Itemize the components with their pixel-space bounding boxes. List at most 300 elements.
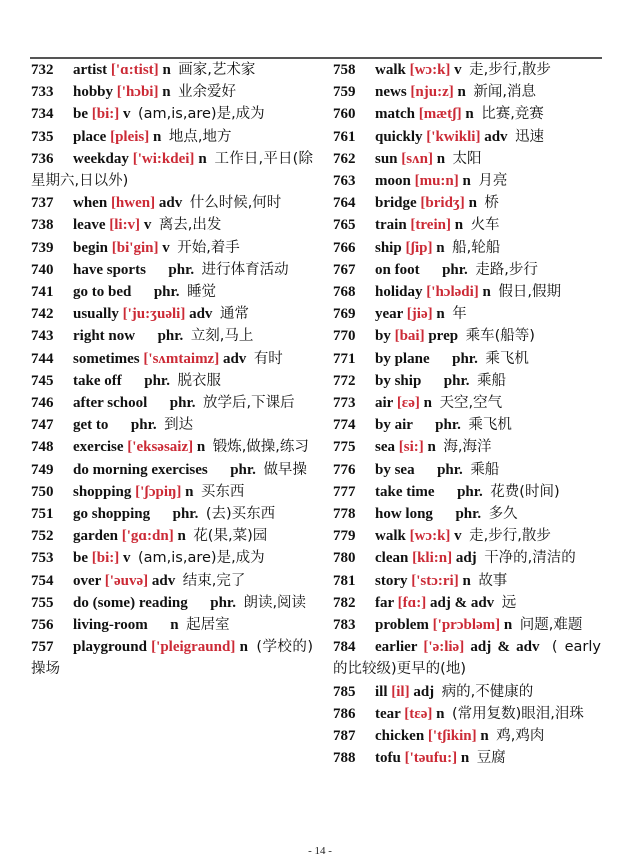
vocab-entry <box>333 481 601 503</box>
vocab-entry <box>333 503 601 525</box>
vocab-entry <box>31 81 313 103</box>
entry-phonetic: [wɔ:k] <box>409 528 451 545</box>
vocab-entry <box>333 459 601 481</box>
entry-phonetic: [bridʒ] <box>420 195 465 212</box>
entry-part-of-speech: adv <box>222 350 247 367</box>
entry-number: 765 <box>333 217 356 234</box>
entry-number: 762 <box>333 150 356 167</box>
vocab-entry <box>333 214 601 236</box>
entry-meaning: 脱衣服 <box>177 372 221 389</box>
entry-phonetic: [bi:] <box>91 550 120 567</box>
vocab-entry <box>333 348 601 370</box>
page-number: - 14 - <box>308 845 332 857</box>
entry-word: do morning exercises <box>73 461 208 478</box>
entry-meaning: 病的,不健康的 <box>441 683 534 700</box>
entry-number: 749 <box>31 461 54 478</box>
vocab-entry <box>333 392 601 414</box>
vocab-entry <box>333 436 601 458</box>
entry-number: 781 <box>333 572 356 589</box>
entry-word: living-room <box>73 617 148 634</box>
entry-phonetic: ['hɔbi] <box>116 84 159 101</box>
entry-meaning: 开始,着手 <box>177 239 240 256</box>
entry-meaning: 天空,空气 <box>439 395 503 412</box>
vocab-entry <box>333 570 601 592</box>
entry-part-of-speech: n <box>460 750 470 767</box>
vocab-entry <box>31 436 313 458</box>
entry-meaning: 走,步行,散步 <box>469 528 551 545</box>
entry-meaning: 放学后,下课后 <box>203 395 295 412</box>
entry-meaning: (学校的)操场 <box>31 639 314 678</box>
entry-part-of-speech: n <box>436 705 445 722</box>
entry-meaning: 有时 <box>253 350 283 367</box>
entry-phonetic: [si:] <box>398 439 424 456</box>
entry-part-of-speech: n <box>239 639 248 656</box>
entry-meaning: 乘飞机 <box>485 350 529 367</box>
entry-part-of-speech: phr. <box>437 461 463 478</box>
entry-meaning: 船,轮船 <box>452 239 501 256</box>
vocab-entry <box>31 459 313 481</box>
entry-word: by <box>375 328 391 345</box>
entry-word: playground <box>73 639 147 656</box>
vocab-entry <box>31 303 313 325</box>
entry-word: quickly <box>375 128 423 145</box>
entry-meaning: 乘车(船等) <box>465 328 535 345</box>
entry-meaning: 进行体育活动 <box>201 261 289 278</box>
entry-number: 759 <box>333 84 356 101</box>
entry-number: 754 <box>31 572 54 589</box>
entry-meaning: (am,is,are)是,成为 <box>138 550 265 567</box>
entry-part-of-speech: n <box>436 306 445 323</box>
entry-phonetic: [il] <box>391 683 410 700</box>
vocab-entry <box>333 59 601 81</box>
entry-part-of-speech: n <box>162 84 171 101</box>
entry-meaning: 豆腐 <box>476 750 506 767</box>
entry-word: weekday <box>73 150 129 167</box>
entry-word: be <box>73 106 88 123</box>
vocab-entry <box>333 259 601 281</box>
vocab-entry <box>333 370 601 392</box>
entry-word: by plane <box>375 350 430 367</box>
entry-phonetic: ['tʃikin] <box>427 728 477 745</box>
entry-part-of-speech: n <box>423 395 432 412</box>
vocab-entry <box>333 725 601 747</box>
entry-number: 748 <box>31 439 54 456</box>
entry-part-of-speech: adj <box>455 550 477 567</box>
vocab-entry <box>31 614 313 636</box>
entry-word: when <box>73 195 108 212</box>
entry-phonetic: [ʃip] <box>405 239 433 256</box>
entry-phonetic: ['ə:liə] <box>423 639 465 656</box>
entry-part-of-speech: phr. <box>457 483 483 500</box>
entry-phonetic: [nju:z] <box>410 84 454 101</box>
entry-meaning: 花费(时间) <box>490 483 560 500</box>
entry-phonetic: [bi:] <box>91 106 120 123</box>
vocab-entry <box>31 525 313 547</box>
entry-part-of-speech: n <box>462 173 471 190</box>
entry-phonetic: ['əuvə] <box>104 572 149 589</box>
entry-number: 779 <box>333 528 356 545</box>
entry-word: right now <box>73 328 136 345</box>
entry-word: walk <box>375 528 406 545</box>
entry-part-of-speech: v <box>123 106 131 123</box>
entry-part-of-speech: n <box>465 106 474 123</box>
entry-meaning: 花(果,菜)园 <box>193 528 268 545</box>
entry-part-of-speech: n <box>153 128 162 145</box>
entry-meaning: 什么时候,何时 <box>189 195 282 212</box>
entry-number: 768 <box>333 284 356 301</box>
entry-part-of-speech: phr. <box>455 506 482 523</box>
entry-meaning: 干净的,清洁的 <box>484 550 576 567</box>
entry-part-of-speech: phr. <box>435 417 461 434</box>
entry-word: air <box>375 395 394 412</box>
entry-phonetic: [kli:n] <box>412 550 453 567</box>
entry-word: tear <box>375 705 401 722</box>
entry-word: how long <box>375 506 433 523</box>
entry-meaning: (去)买东西 <box>205 506 276 523</box>
entry-word: go shopping <box>73 506 151 523</box>
entry-word: chicken <box>375 728 425 745</box>
entry-meaning: ( early 的比较级)更早的(地) <box>333 639 601 678</box>
entry-meaning: 乘船 <box>477 372 507 389</box>
entry-phonetic: ['pleigraund] <box>151 639 236 656</box>
entry-word: earlier <box>375 639 418 656</box>
entry-word: walk <box>375 62 406 78</box>
entry-phonetic: ['sʌmtaimz] <box>143 350 220 367</box>
entry-word: ill <box>375 683 388 700</box>
entry-part-of-speech: n <box>436 150 446 167</box>
entry-number: 740 <box>31 261 54 278</box>
entry-word: leave <box>73 217 106 234</box>
entry-part-of-speech: phr. <box>157 328 184 345</box>
entry-number: 758 <box>333 62 356 78</box>
entry-number: 752 <box>31 528 54 545</box>
entry-word: be <box>73 550 88 567</box>
entry-part-of-speech: n <box>196 439 206 456</box>
entry-number: 736 <box>31 150 54 167</box>
entry-part-of-speech: phr. <box>130 417 157 434</box>
vocab-entry <box>31 59 313 81</box>
entry-part-of-speech: adv <box>189 306 213 323</box>
entry-meaning: 月亮 <box>478 173 508 190</box>
entry-number: 782 <box>333 594 356 611</box>
vocab-entry <box>333 303 601 325</box>
entry-part-of-speech: phr. <box>172 506 199 523</box>
entry-phonetic: [fɑ:] <box>397 594 427 611</box>
entry-number: 750 <box>31 483 54 500</box>
entry-number: 766 <box>333 239 356 256</box>
entry-meaning: 假日,假期 <box>498 284 561 301</box>
vocab-entry <box>333 547 601 569</box>
vocab-entry <box>333 126 601 148</box>
entry-meaning: 做早操 <box>263 461 307 478</box>
entry-part-of-speech: n <box>457 84 466 101</box>
entry-phonetic: [tεə] <box>404 705 433 722</box>
entry-part-of-speech: phr. <box>168 261 195 278</box>
entry-number: 751 <box>31 506 54 523</box>
entry-word: take time <box>375 483 435 500</box>
entry-word: bridge <box>375 195 417 212</box>
entry-part-of-speech: n <box>482 284 491 301</box>
entry-meaning: (常用复数)眼泪,泪珠 <box>451 705 584 722</box>
entry-phonetic: [hwen] <box>110 195 156 212</box>
entry-word: by ship <box>375 372 422 389</box>
entry-phonetic: [sʌn] <box>401 150 433 167</box>
entry-phonetic: ['ʃɔpiŋ] <box>135 483 182 500</box>
entry-word: on foot <box>375 261 420 278</box>
entry-word: take off <box>73 372 122 389</box>
entry-number: 786 <box>333 705 356 722</box>
entry-part-of-speech: v <box>162 239 170 256</box>
entry-word: usually <box>73 306 119 323</box>
vocab-entry <box>31 503 313 525</box>
vocab-entry <box>31 414 313 436</box>
entry-part-of-speech: phr. <box>169 395 196 412</box>
entry-phonetic: ['eksəsaiz] <box>127 439 194 456</box>
entry-meaning: 火车 <box>470 217 500 234</box>
vocab-entry <box>333 192 601 214</box>
entry-word: exercise <box>73 439 124 456</box>
entry-meaning: 到达 <box>164 417 194 434</box>
entry-meaning: 离去,出发 <box>158 217 222 234</box>
entry-meaning: 通常 <box>219 306 249 323</box>
entry-phonetic: ['hɔlədi] <box>426 284 479 301</box>
entry-part-of-speech: adj & adv <box>470 639 540 656</box>
entry-word: sometimes <box>73 350 140 367</box>
vocab-entry <box>333 237 601 259</box>
vocab-entry <box>31 126 313 148</box>
vocab-entry <box>31 547 313 569</box>
entry-number: 738 <box>31 217 54 234</box>
entry-number: 732 <box>31 62 54 78</box>
entry-number: 739 <box>31 239 54 256</box>
entry-part-of-speech: n <box>436 239 445 256</box>
entry-part-of-speech: adv <box>158 195 183 212</box>
entry-phonetic: ['ɑ:tist] <box>110 62 159 78</box>
entry-word: over <box>73 572 102 589</box>
vocab-entry <box>333 614 601 636</box>
entry-meaning: 鸡,鸡肉 <box>496 728 545 745</box>
entry-word: sea <box>375 439 395 456</box>
entry-number: 769 <box>333 306 356 323</box>
entry-meaning: 工作日,平日(除星期六,日以外) <box>31 150 314 190</box>
entry-part-of-speech: n <box>185 483 194 500</box>
entry-number: 756 <box>31 617 54 634</box>
entry-number: 780 <box>333 550 356 567</box>
entry-word: ship <box>375 239 402 256</box>
entry-part-of-speech: adv <box>151 572 176 589</box>
entry-number: 774 <box>333 417 356 434</box>
vocab-entry <box>333 325 601 347</box>
entry-number: 763 <box>333 173 356 190</box>
entry-word: by air <box>375 417 413 434</box>
vocab-entry <box>31 325 313 347</box>
entry-part-of-speech: n <box>162 62 171 78</box>
vocab-entry <box>31 259 313 281</box>
entry-word: train <box>375 217 407 234</box>
vocab-entry <box>333 281 601 303</box>
entry-word: garden <box>73 528 118 545</box>
entry-number: 744 <box>31 350 54 367</box>
entry-number: 734 <box>31 106 54 123</box>
entry-phonetic: ['kwikli] <box>426 128 481 145</box>
entry-number: 760 <box>333 106 356 123</box>
entry-word: holiday <box>375 284 423 301</box>
entry-part-of-speech: v <box>454 528 462 545</box>
entry-number: 785 <box>333 683 356 700</box>
entry-number: 746 <box>31 395 54 412</box>
entry-number: 776 <box>333 461 356 478</box>
entry-meaning: 海,海洋 <box>443 439 492 456</box>
entry-phonetic: ['ju:ʒuəli] <box>122 306 186 323</box>
entry-meaning: 结束,完了 <box>182 572 246 589</box>
entry-number: 784 <box>333 639 356 656</box>
vocab-entry <box>333 681 601 703</box>
entry-part-of-speech: adj <box>413 683 435 700</box>
entry-number: 735 <box>31 128 54 145</box>
vocab-column-left <box>31 59 313 681</box>
entry-part-of-speech: adv <box>484 128 508 145</box>
entry-part-of-speech: n <box>198 150 207 167</box>
entry-part-of-speech: phr. <box>144 372 170 389</box>
entry-meaning: 迅速 <box>515 128 545 145</box>
entry-phonetic: [mætʃ] <box>418 106 462 123</box>
entry-meaning: 远 <box>501 594 517 611</box>
entry-meaning: 起居室 <box>186 617 230 634</box>
entry-number: 771 <box>333 350 356 367</box>
entry-word: tofu <box>375 750 401 767</box>
entry-part-of-speech: v <box>143 217 152 234</box>
vocab-entry <box>333 170 601 192</box>
entry-part-of-speech: n <box>454 217 464 234</box>
entry-part-of-speech: adj & adv <box>430 594 495 611</box>
entry-number: 767 <box>333 261 356 278</box>
vocab-entry <box>31 570 313 592</box>
entry-word: moon <box>375 173 411 190</box>
entry-number: 745 <box>31 372 54 389</box>
entry-number: 764 <box>333 195 356 212</box>
entry-part-of-speech: prep <box>428 328 459 345</box>
entry-phonetic: ['gɑ:dn] <box>121 528 174 545</box>
entry-meaning: 走,步行,散步 <box>469 62 551 78</box>
entry-word: hobby <box>73 84 114 101</box>
vocab-entry <box>31 636 313 680</box>
entry-word: news <box>375 84 407 101</box>
entry-number: 788 <box>333 750 356 767</box>
vocab-entry <box>31 192 313 214</box>
vocab-entry <box>31 148 313 192</box>
entry-number: 733 <box>31 84 54 101</box>
entry-number: 741 <box>31 284 54 301</box>
entry-phonetic: [wɔ:k] <box>409 62 451 78</box>
entry-word: story <box>375 572 408 589</box>
vocab-entry <box>31 214 313 236</box>
vocab-entry <box>333 525 601 547</box>
entry-number: 775 <box>333 439 356 456</box>
entry-part-of-speech: n <box>468 195 477 212</box>
entry-meaning: 太阳 <box>452 150 482 167</box>
vocab-entry <box>31 481 313 503</box>
entry-meaning: 多久 <box>488 506 518 523</box>
vocab-entry <box>333 592 601 614</box>
entry-phonetic: ['prɔbləm] <box>432 617 501 634</box>
entry-meaning: 乘飞机 <box>468 417 512 434</box>
entry-number: 777 <box>333 483 356 500</box>
entry-part-of-speech: n <box>462 572 471 589</box>
entry-meaning: 走路,步行 <box>475 261 538 278</box>
entry-word: get to <box>73 417 109 434</box>
vocab-entry <box>333 703 601 725</box>
vocab-entry <box>333 81 601 103</box>
vocab-entry <box>31 103 313 125</box>
entry-word: match <box>375 106 415 123</box>
entry-part-of-speech: phr. <box>443 372 470 389</box>
entry-phonetic: [li:v] <box>109 217 141 234</box>
entry-number: 772 <box>333 372 356 389</box>
entry-word: far <box>375 594 394 611</box>
entry-word: by sea <box>375 461 415 478</box>
entry-meaning: 立刻,马上 <box>190 328 254 345</box>
entry-number: 755 <box>31 594 54 611</box>
entry-meaning: 桥 <box>484 195 499 212</box>
entry-phonetic: ['təufu:] <box>404 750 458 767</box>
entry-meaning: 锻炼,做操,练习 <box>212 439 309 456</box>
entry-word: sun <box>375 150 398 167</box>
vocab-column-right <box>333 59 601 770</box>
entry-word: do (some) reading <box>73 594 188 611</box>
entry-phonetic: [bai] <box>394 328 425 345</box>
entry-word: place <box>73 128 107 145</box>
entry-phonetic: ['wi:kdei] <box>132 150 195 167</box>
entry-phonetic: [pleis] <box>110 128 150 145</box>
vocab-entry <box>31 392 313 414</box>
entry-phonetic: [εə] <box>396 395 420 412</box>
entry-meaning: 比赛,竞赛 <box>481 106 544 123</box>
entry-part-of-speech: n <box>177 528 186 545</box>
entry-number: 761 <box>333 128 356 145</box>
entry-number: 778 <box>333 506 356 523</box>
entry-number: 783 <box>333 617 356 634</box>
vocab-entry <box>31 237 313 259</box>
entry-part-of-speech: v <box>123 550 131 567</box>
entry-part-of-speech: n <box>480 728 489 745</box>
entry-word: after school <box>73 395 148 412</box>
entry-number: 743 <box>31 328 54 345</box>
entry-part-of-speech: v <box>454 62 462 78</box>
entry-phonetic: [bi'gin] <box>111 239 159 256</box>
vocab-entry <box>31 281 313 303</box>
entry-part-of-speech: phr. <box>153 284 180 301</box>
vocab-entry <box>333 148 601 170</box>
entry-part-of-speech: n <box>427 439 436 456</box>
entry-word: artist <box>73 62 108 78</box>
entry-word: go to bed <box>73 284 132 301</box>
entry-part-of-speech: phr. <box>452 350 478 367</box>
entry-meaning: 画家,艺术家 <box>178 62 256 78</box>
entry-word: have sports <box>73 261 146 278</box>
entry-word: problem <box>375 617 429 634</box>
entry-meaning: 年 <box>452 306 467 323</box>
entry-meaning: (am,is,are)是,成为 <box>138 106 265 123</box>
entry-part-of-speech: phr. <box>230 461 256 478</box>
entry-phonetic: [mu:n] <box>414 173 459 190</box>
entry-part-of-speech: n <box>170 617 179 634</box>
entry-part-of-speech: n <box>503 617 513 634</box>
entry-meaning: 业余爱好 <box>178 84 237 101</box>
entry-meaning: 地点,地方 <box>168 128 232 145</box>
entry-word: year <box>375 306 404 323</box>
entry-meaning: 买东西 <box>200 483 245 500</box>
vocab-entry <box>31 348 313 370</box>
